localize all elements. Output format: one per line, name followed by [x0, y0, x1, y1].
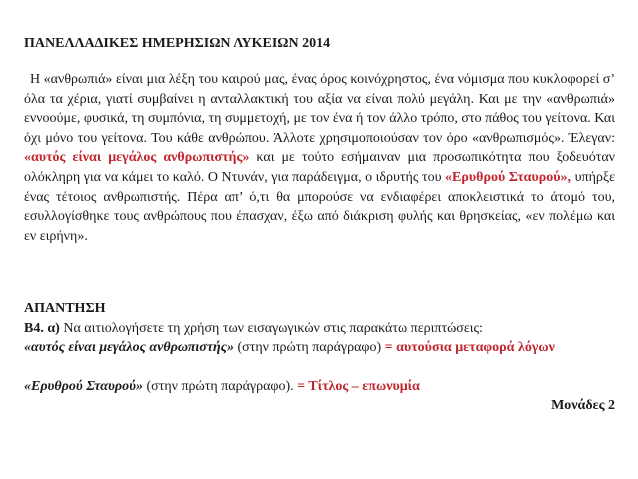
question-text: Να αιτιολογήσετε τη χρήση των εισαγωγικών στις παρακάτω περιπτώσεις:	[59, 321, 483, 336]
passage-text-3: υπήρξε ένας τέτοιος ανθρωπιστής. Πέρα απ’ ό,τι θα μπορούσε να ενδιαφέρει αποκλειστικά το άτομό του, εσυλλογίσθηκε τους ανθρώπους που έπασχαν, έξω από διάκριση φυλής και θρησκείας, «εν πολέμω και εν ειρήνη».	[24, 169, 615, 244]
passage-highlight-red-cross: «Ερυθρού Σταυρού»,	[445, 169, 572, 185]
question-line	[24, 319, 483, 339]
passage-highlight-quote: «αυτός είναι μεγάλος ανθρωπιστής»	[24, 150, 250, 166]
answer-item-2-answer: = Τίτλος – επωνυμία	[297, 379, 420, 394]
answer-item-2-location: (στην πρώτη παράγραφο).	[142, 379, 298, 394]
answer-title: ΑΠΑΝΤΗΣΗ	[24, 301, 106, 316]
points-label: Μονάδες 2	[551, 398, 615, 413]
answer-item-1-answer: = αυτούσια μεταφορά λόγων	[384, 340, 555, 355]
answer-item-1-quote: «αυτός είναι μεγάλος ανθρωπιστής»	[24, 340, 234, 355]
answer-item-2-quote: «Ερυθρού Σταυρού»	[24, 379, 143, 394]
answer-item-1	[24, 338, 615, 358]
source-passage	[24, 70, 615, 246]
passage-text-1: Η «ανθρωπιά» είναι μια λέξη του καιρού μας, ένας όρος κοινόχρηστος, ένα νόμισμα που κυκλοφορεί σ’ όλα τα χέρια, γιατί συμβαίνει η ανταλλακτική του αξία να είναι πολύ μεγάλη. Και με την «ανθρωπιά» εννοούμε, φυσικά, τη συμπόνια, τη συμμετοχή, με τον ένα ή τον άλλο τρόπο, στο πάθος του γείτονα. Και όχι μόνο του γείτονα. Του κάθε ανθρώπου. Άλλοτε χρησιμοποιούσαν τον όρο «ανθρωπισμός». Έλεγαν:	[24, 72, 615, 146]
exam-heading: ΠΑΝΕΛΛΑΔΙΚΕΣ ΗΜΕΡΗΣΙΩΝ ΛΥΚΕΙΩΝ 2014	[24, 36, 331, 51]
passage-text-2: και με τούτο εσήμαιναν μια προσωπικότητα που ξοδευόταν ολόκληρη για να κάμει το καλό. Ο Ντυνάν, για παράδειγμα, ο ιδρυτής του	[24, 150, 615, 185]
question-label: Β4. α)	[24, 321, 60, 336]
answer-item-1-location: (στην πρώτη παράγραφο)	[233, 340, 385, 355]
answer-item-2	[24, 377, 420, 397]
